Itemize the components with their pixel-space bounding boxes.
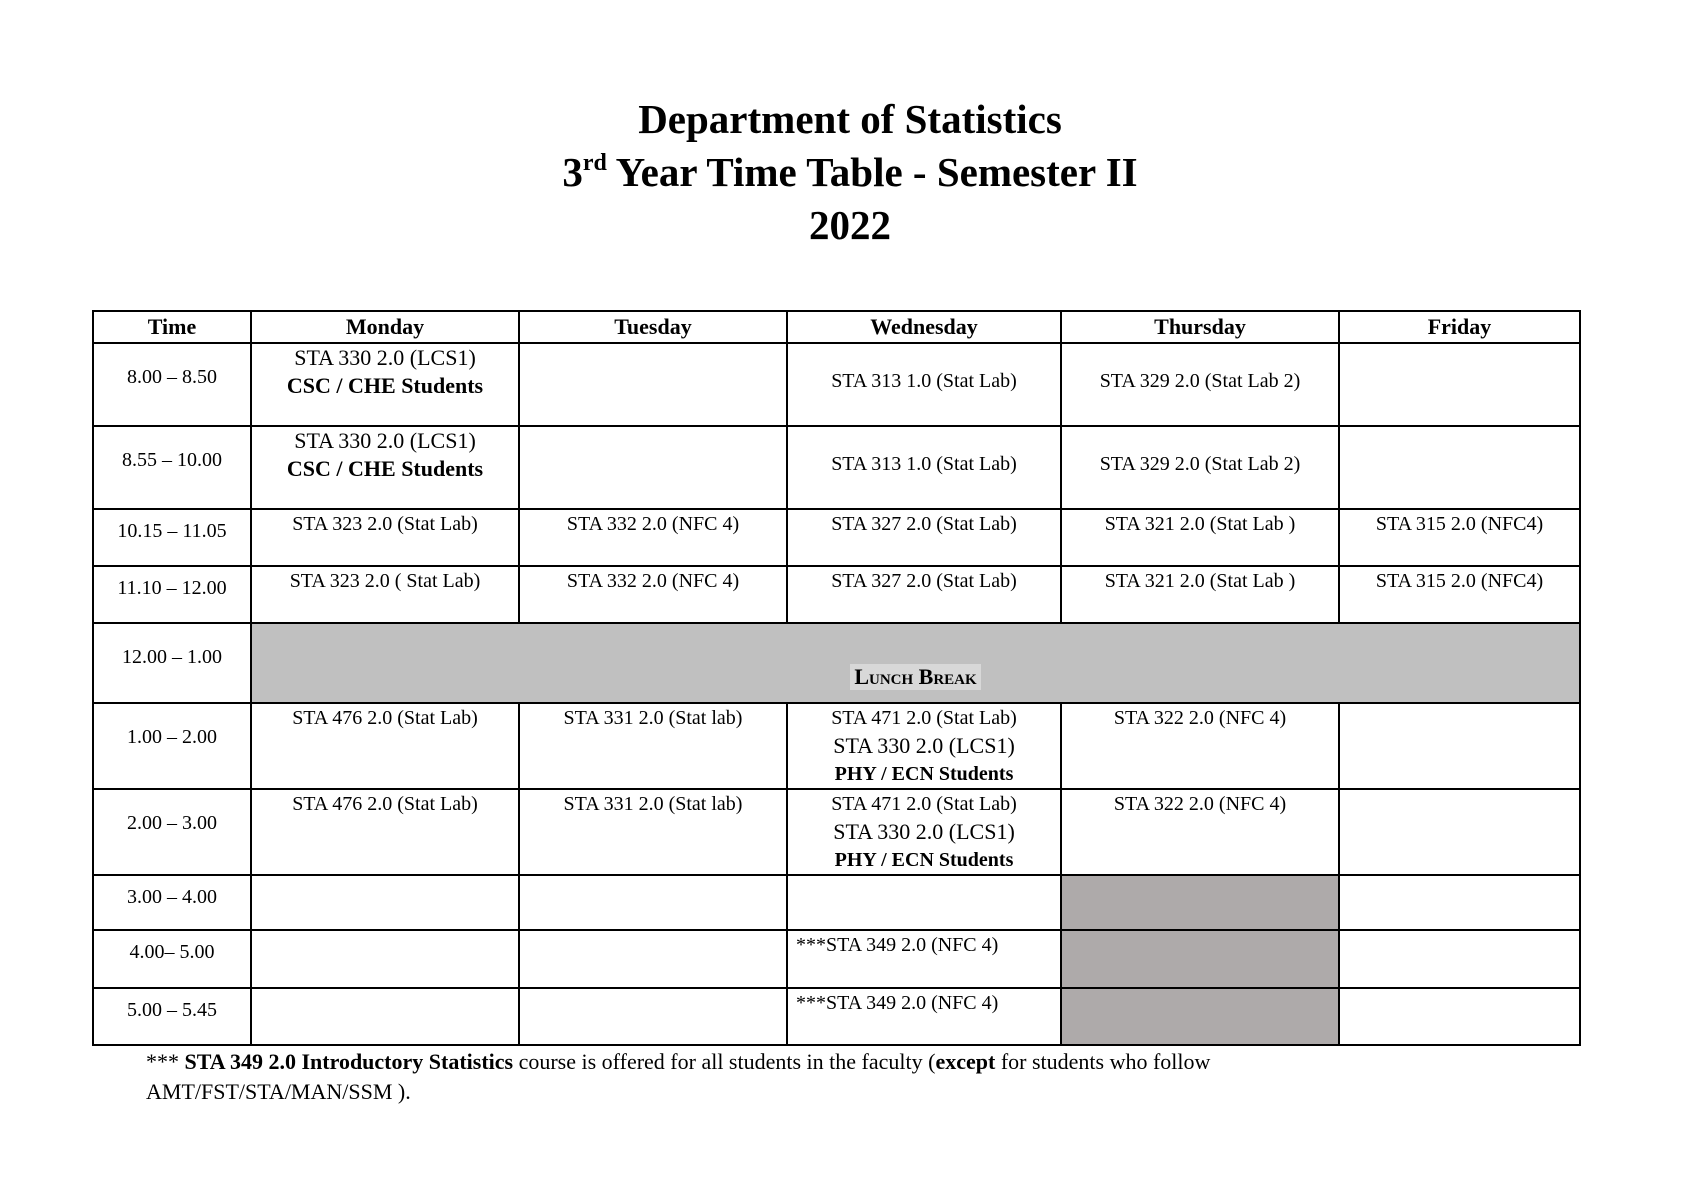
- header-row: [93, 311, 1580, 343]
- tuesday-cell: [519, 343, 787, 426]
- wednesday-cell: [787, 930, 1061, 988]
- friday-cell: [1339, 426, 1580, 509]
- friday-cell: [1339, 930, 1580, 988]
- class-entry: STA 315 2.0 (NFC4): [1375, 570, 1544, 592]
- table-row: [93, 875, 1580, 930]
- title-timetable-rest: Year Time Table - Semester II: [606, 149, 1138, 195]
- footnote-except: except: [935, 1049, 996, 1074]
- footnote-prefix: ***: [146, 1049, 185, 1074]
- class-note: CSC / CHE Students: [286, 456, 484, 481]
- tuesday-cell: [519, 426, 787, 509]
- class-entry: STA 321 2.0 (Stat Lab ): [1104, 513, 1296, 535]
- class-entry: STA 327 2.0 (Stat Lab): [831, 513, 1017, 535]
- table-row: [93, 703, 1580, 789]
- class-entry: STA 321 2.0 (Stat Lab ): [1104, 570, 1296, 592]
- time-cell: 3.00 – 4.00: [93, 875, 251, 930]
- monday-cell: [251, 566, 519, 623]
- friday-cell: [1339, 875, 1580, 930]
- table-row: [93, 789, 1580, 875]
- monday-cell: [251, 426, 519, 509]
- thursday-cell-blocked: [1061, 988, 1339, 1045]
- thursday-cell: [1061, 509, 1339, 566]
- class-entry: STA 327 2.0 (Stat Lab): [831, 570, 1017, 592]
- friday-cell: [1339, 509, 1580, 566]
- thursday-cell: STA 329 2.0 (Stat Lab 2): [1061, 426, 1339, 509]
- thursday-cell-blocked: [1061, 875, 1339, 930]
- class-entry: STA 322 2.0 (NFC 4): [1113, 793, 1287, 815]
- table-row: [93, 566, 1580, 623]
- friday-cell: [1339, 988, 1580, 1045]
- class-entry: STA 330 2.0 (LCS1): [833, 819, 1015, 844]
- header-thursday: Thursday: [1061, 311, 1339, 343]
- title-ordinal-number: 3: [562, 149, 583, 195]
- title-ordinal-suffix: rd: [582, 150, 607, 176]
- class-entry: STA 331 2.0 (Stat lab): [563, 707, 743, 729]
- wednesday-cell: STA 313 1.0 (Stat Lab): [787, 426, 1061, 509]
- wednesday-cell: [787, 789, 1061, 875]
- table-row: [93, 343, 1580, 426]
- class-entry: STA 330 2.0 (LCS1): [833, 733, 1015, 758]
- lunch-break-cell: [251, 623, 1580, 703]
- time-cell: 8.00 – 8.50: [93, 343, 251, 426]
- monday-cell: [251, 930, 519, 988]
- friday-cell: [1339, 566, 1580, 623]
- class-entry: ***STA 349 2.0 (NFC 4): [796, 992, 999, 1014]
- tuesday-cell: [519, 988, 787, 1045]
- time-cell: 11.10 – 12.00: [93, 566, 251, 623]
- wednesday-cell: [787, 703, 1061, 789]
- time-cell: 2.00 – 3.00: [93, 789, 251, 875]
- table-row: [93, 930, 1580, 988]
- footnote-suffix: for students who follow AMT/FST/STA/MAN/SSM ).: [146, 1049, 1211, 1104]
- wednesday-cell: [787, 566, 1061, 623]
- header-monday: Monday: [251, 311, 519, 343]
- class-entry: STA 330 2.0 (LCS1): [294, 428, 476, 453]
- footnote: [146, 1047, 1386, 1107]
- tuesday-cell: [519, 789, 787, 875]
- time-cell: 10.15 – 11.05: [93, 509, 251, 566]
- timetable: [92, 310, 1581, 1046]
- class-entry: STA 476 2.0 (Stat Lab): [292, 707, 478, 729]
- class-entry: STA 323 2.0 ( Stat Lab): [289, 570, 481, 592]
- wednesday-cell: STA 313 1.0 (Stat Lab): [787, 343, 1061, 426]
- header-time: Time: [93, 311, 251, 343]
- title-timetable: [0, 146, 1684, 199]
- thursday-cell: [1061, 566, 1339, 623]
- table-row: [93, 426, 1580, 509]
- friday-cell: [1339, 703, 1580, 789]
- class-entry: STA 322 2.0 (NFC 4): [1113, 707, 1287, 729]
- tuesday-cell: [519, 875, 787, 930]
- class-note: CSC / CHE Students: [286, 373, 484, 398]
- friday-cell: [1339, 343, 1580, 426]
- class-entry: STA 332 2.0 (NFC 4): [566, 513, 740, 535]
- class-entry: ***STA 349 2.0 (NFC 4): [796, 934, 999, 956]
- class-entry: STA 476 2.0 (Stat Lab): [292, 793, 478, 815]
- table-row: [93, 509, 1580, 566]
- header-tuesday: Tuesday: [519, 311, 787, 343]
- class-entry: STA 315 2.0 (NFC4): [1375, 513, 1544, 535]
- header-friday: Friday: [1339, 311, 1580, 343]
- class-entry: STA 331 2.0 (Stat lab): [563, 793, 743, 815]
- monday-cell: [251, 343, 519, 426]
- monday-cell: [251, 509, 519, 566]
- monday-cell: [251, 703, 519, 789]
- title-department: Department of Statistics: [638, 96, 1062, 142]
- footnote-middle: course is offered for all students in the faculty (: [513, 1049, 936, 1074]
- tuesday-cell: [519, 509, 787, 566]
- class-entry: STA 471 2.0 (Stat Lab): [831, 707, 1017, 729]
- table-row: [93, 988, 1580, 1045]
- time-cell: 12.00 – 1.00: [93, 623, 251, 703]
- class-note: PHY / ECN Students: [834, 849, 1014, 871]
- thursday-cell: STA 329 2.0 (Stat Lab 2): [1061, 343, 1339, 426]
- thursday-cell-blocked: [1061, 930, 1339, 988]
- lunch-break-label: Lunch Break: [850, 664, 980, 690]
- tuesday-cell: [519, 566, 787, 623]
- wednesday-cell: [787, 509, 1061, 566]
- time-cell: 1.00 – 2.00: [93, 703, 251, 789]
- wednesday-cell: [787, 988, 1061, 1045]
- friday-cell: [1339, 789, 1580, 875]
- page-title: [0, 93, 1684, 252]
- class-note: PHY / ECN Students: [834, 763, 1014, 785]
- monday-cell: [251, 789, 519, 875]
- class-entry: STA 471 2.0 (Stat Lab): [831, 793, 1017, 815]
- time-cell: 5.00 – 5.45: [93, 988, 251, 1045]
- class-entry: STA 332 2.0 (NFC 4): [566, 570, 740, 592]
- class-entry: STA 323 2.0 (Stat Lab): [292, 513, 478, 535]
- title-year: 2022: [809, 202, 891, 248]
- wednesday-cell: [787, 875, 1061, 930]
- time-cell: 4.00– 5.00: [93, 930, 251, 988]
- table-row: [93, 623, 1580, 703]
- tuesday-cell: [519, 703, 787, 789]
- monday-cell: [251, 988, 519, 1045]
- header-wednesday: Wednesday: [787, 311, 1061, 343]
- thursday-cell: [1061, 703, 1339, 789]
- thursday-cell: [1061, 789, 1339, 875]
- monday-cell: [251, 875, 519, 930]
- class-entry: STA 330 2.0 (LCS1): [294, 345, 476, 370]
- tuesday-cell: [519, 930, 787, 988]
- footnote-course: STA 349 2.0 Introductory Statistics: [184, 1049, 514, 1074]
- time-cell: 8.55 – 10.00: [93, 426, 251, 509]
